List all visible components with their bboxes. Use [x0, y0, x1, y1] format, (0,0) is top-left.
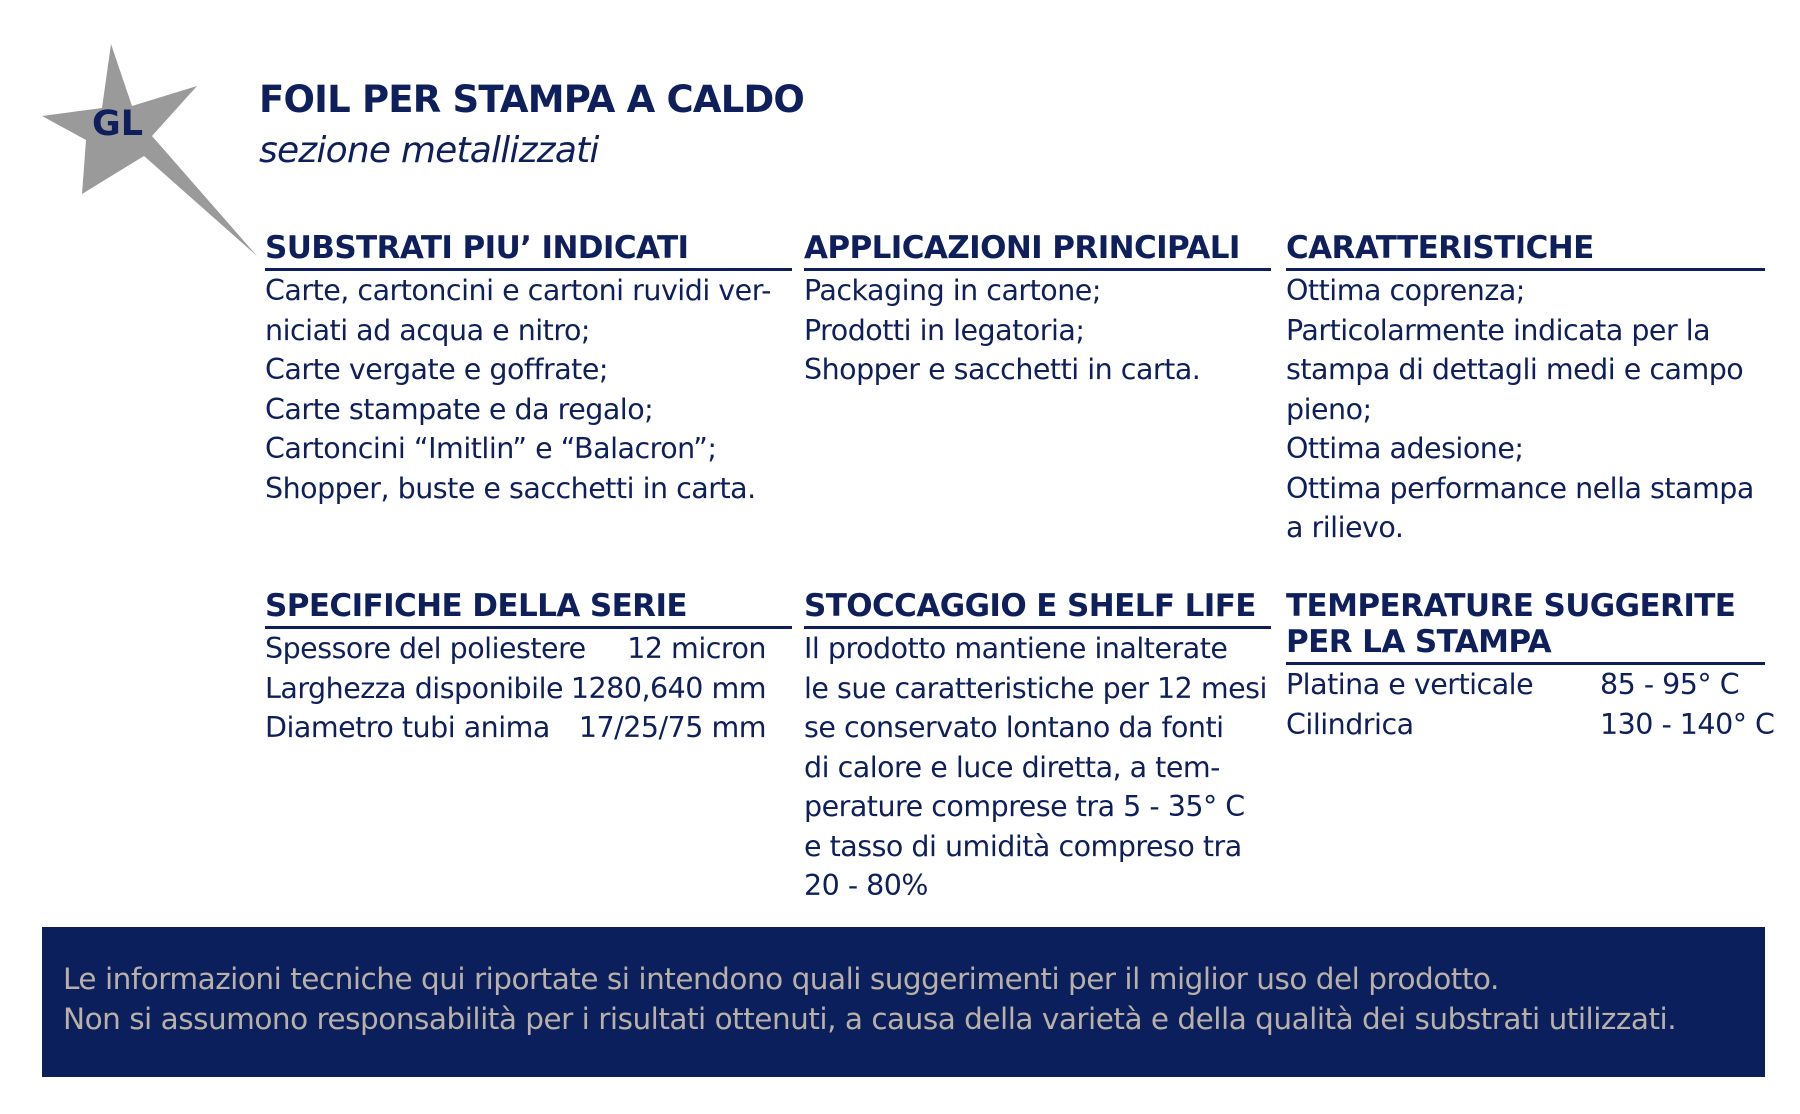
text-line: Cartoncini “Imitlin” e “Balacron”; — [265, 432, 717, 465]
section-temperature — [1286, 588, 1775, 744]
text-line: stampa di dettagli medi e campo — [1286, 353, 1744, 386]
badge-label: GL — [92, 104, 144, 144]
text-line: le sue caratteristiche per 12 mesi — [804, 671, 1267, 705]
section-caratteristiche — [1286, 230, 1765, 548]
disclaimer-line: Non si assumono responsabilità per i risultati ottenuti, a causa della varietà e della qualità dei substrati utilizzati. — [63, 1002, 1677, 1036]
spec-row — [265, 629, 766, 669]
spec-row — [265, 708, 766, 748]
text-line: Shopper, buste e sacchetti in carta. — [265, 471, 756, 505]
text-line: a rilievo. — [1286, 511, 1404, 544]
temperature-value: 130 - 140° C — [1600, 707, 1775, 741]
text-line: Particolarmente indicata per la — [1286, 313, 1711, 347]
temperature-label: Cilindrica — [1286, 707, 1414, 741]
spec-value: 12 micron — [627, 632, 766, 665]
spec-label: Larghezza disponibile — [265, 671, 564, 705]
spec-row — [265, 669, 766, 709]
temperature-row — [1286, 665, 1765, 705]
section-heading — [1286, 588, 1765, 665]
section-body — [265, 271, 792, 508]
star-logo-icon — [42, 44, 272, 266]
disclaimer-banner — [42, 927, 1765, 1077]
section-stoccaggio — [804, 588, 1271, 906]
section-applicazioni — [804, 230, 1271, 390]
heading-line: PER LA STAMPA — [1286, 624, 1552, 660]
page-title: FOIL PER STAMPA A CALDO — [259, 78, 805, 121]
section-body — [1286, 271, 1765, 548]
text-line: Ottima coprenza; — [1286, 274, 1525, 307]
section-heading: SPECIFICHE DELLA SERIE — [265, 588, 792, 629]
section-heading: SUBSTRATI PIU’ INDICATI — [265, 230, 792, 271]
text-line: se conservato lontano da fonti — [804, 711, 1224, 744]
section-heading: STOCCAGGIO E SHELF LIFE — [804, 588, 1271, 629]
temperature-row — [1286, 705, 1775, 745]
section-specifiche — [265, 588, 792, 748]
section-body — [265, 629, 792, 748]
text-line: Ottima adesione; — [1286, 432, 1524, 465]
text-line: Carte vergate e goffrate; — [265, 353, 608, 386]
section-substrati — [265, 230, 792, 508]
text-line: Carte stampate e da regalo; — [265, 392, 654, 426]
temperature-value: 85 - 95° C — [1600, 668, 1740, 701]
text-line: Shopper e sacchetti in carta. — [804, 353, 1201, 386]
text-line: 20 - 80% — [804, 869, 929, 902]
text-line: perature comprese tra 5 - 35° C — [804, 790, 1245, 823]
spec-value: 1280,640 mm — [570, 671, 766, 705]
section-body — [804, 629, 1271, 906]
heading-line: TEMPERATURE SUGGERITE — [1286, 588, 1736, 624]
disclaimer-text — [63, 959, 1676, 1039]
text-line: Il prodotto mantiene inalterate — [804, 632, 1228, 665]
temperature-label: Platina e verticale — [1286, 668, 1534, 701]
spec-label: Diametro tubi anima — [265, 711, 550, 744]
text-line: Packaging in cartone; — [804, 274, 1101, 307]
section-heading: APPLICAZIONI PRINCIPALI — [804, 230, 1271, 271]
text-line: di calore e luce diretta, a tem- — [804, 750, 1220, 784]
text-line: Prodotti in legatoria; — [804, 313, 1085, 347]
section-body — [1286, 665, 1775, 744]
text-line: Ottima performance nella stampa — [1286, 471, 1754, 505]
spec-value: 17/25/75 mm — [578, 711, 766, 744]
spec-label: Spessore del poliestere — [265, 632, 586, 665]
page-subtitle: sezione metallizzati — [259, 130, 599, 171]
text-line: niciati ad acqua e nitro; — [265, 313, 590, 347]
disclaimer-line: Le informazioni tecniche qui riportate si intendono quali suggerimenti per il miglior uso del prodotto. — [63, 962, 1499, 996]
text-line: pieno; — [1286, 392, 1372, 426]
text-line: e tasso di umidità compreso tra — [804, 829, 1242, 863]
section-heading: CARATTERISTICHE — [1286, 230, 1765, 271]
text-line: Carte, cartoncini e cartoni ruvidi ver- — [265, 274, 771, 307]
section-body — [804, 271, 1271, 390]
